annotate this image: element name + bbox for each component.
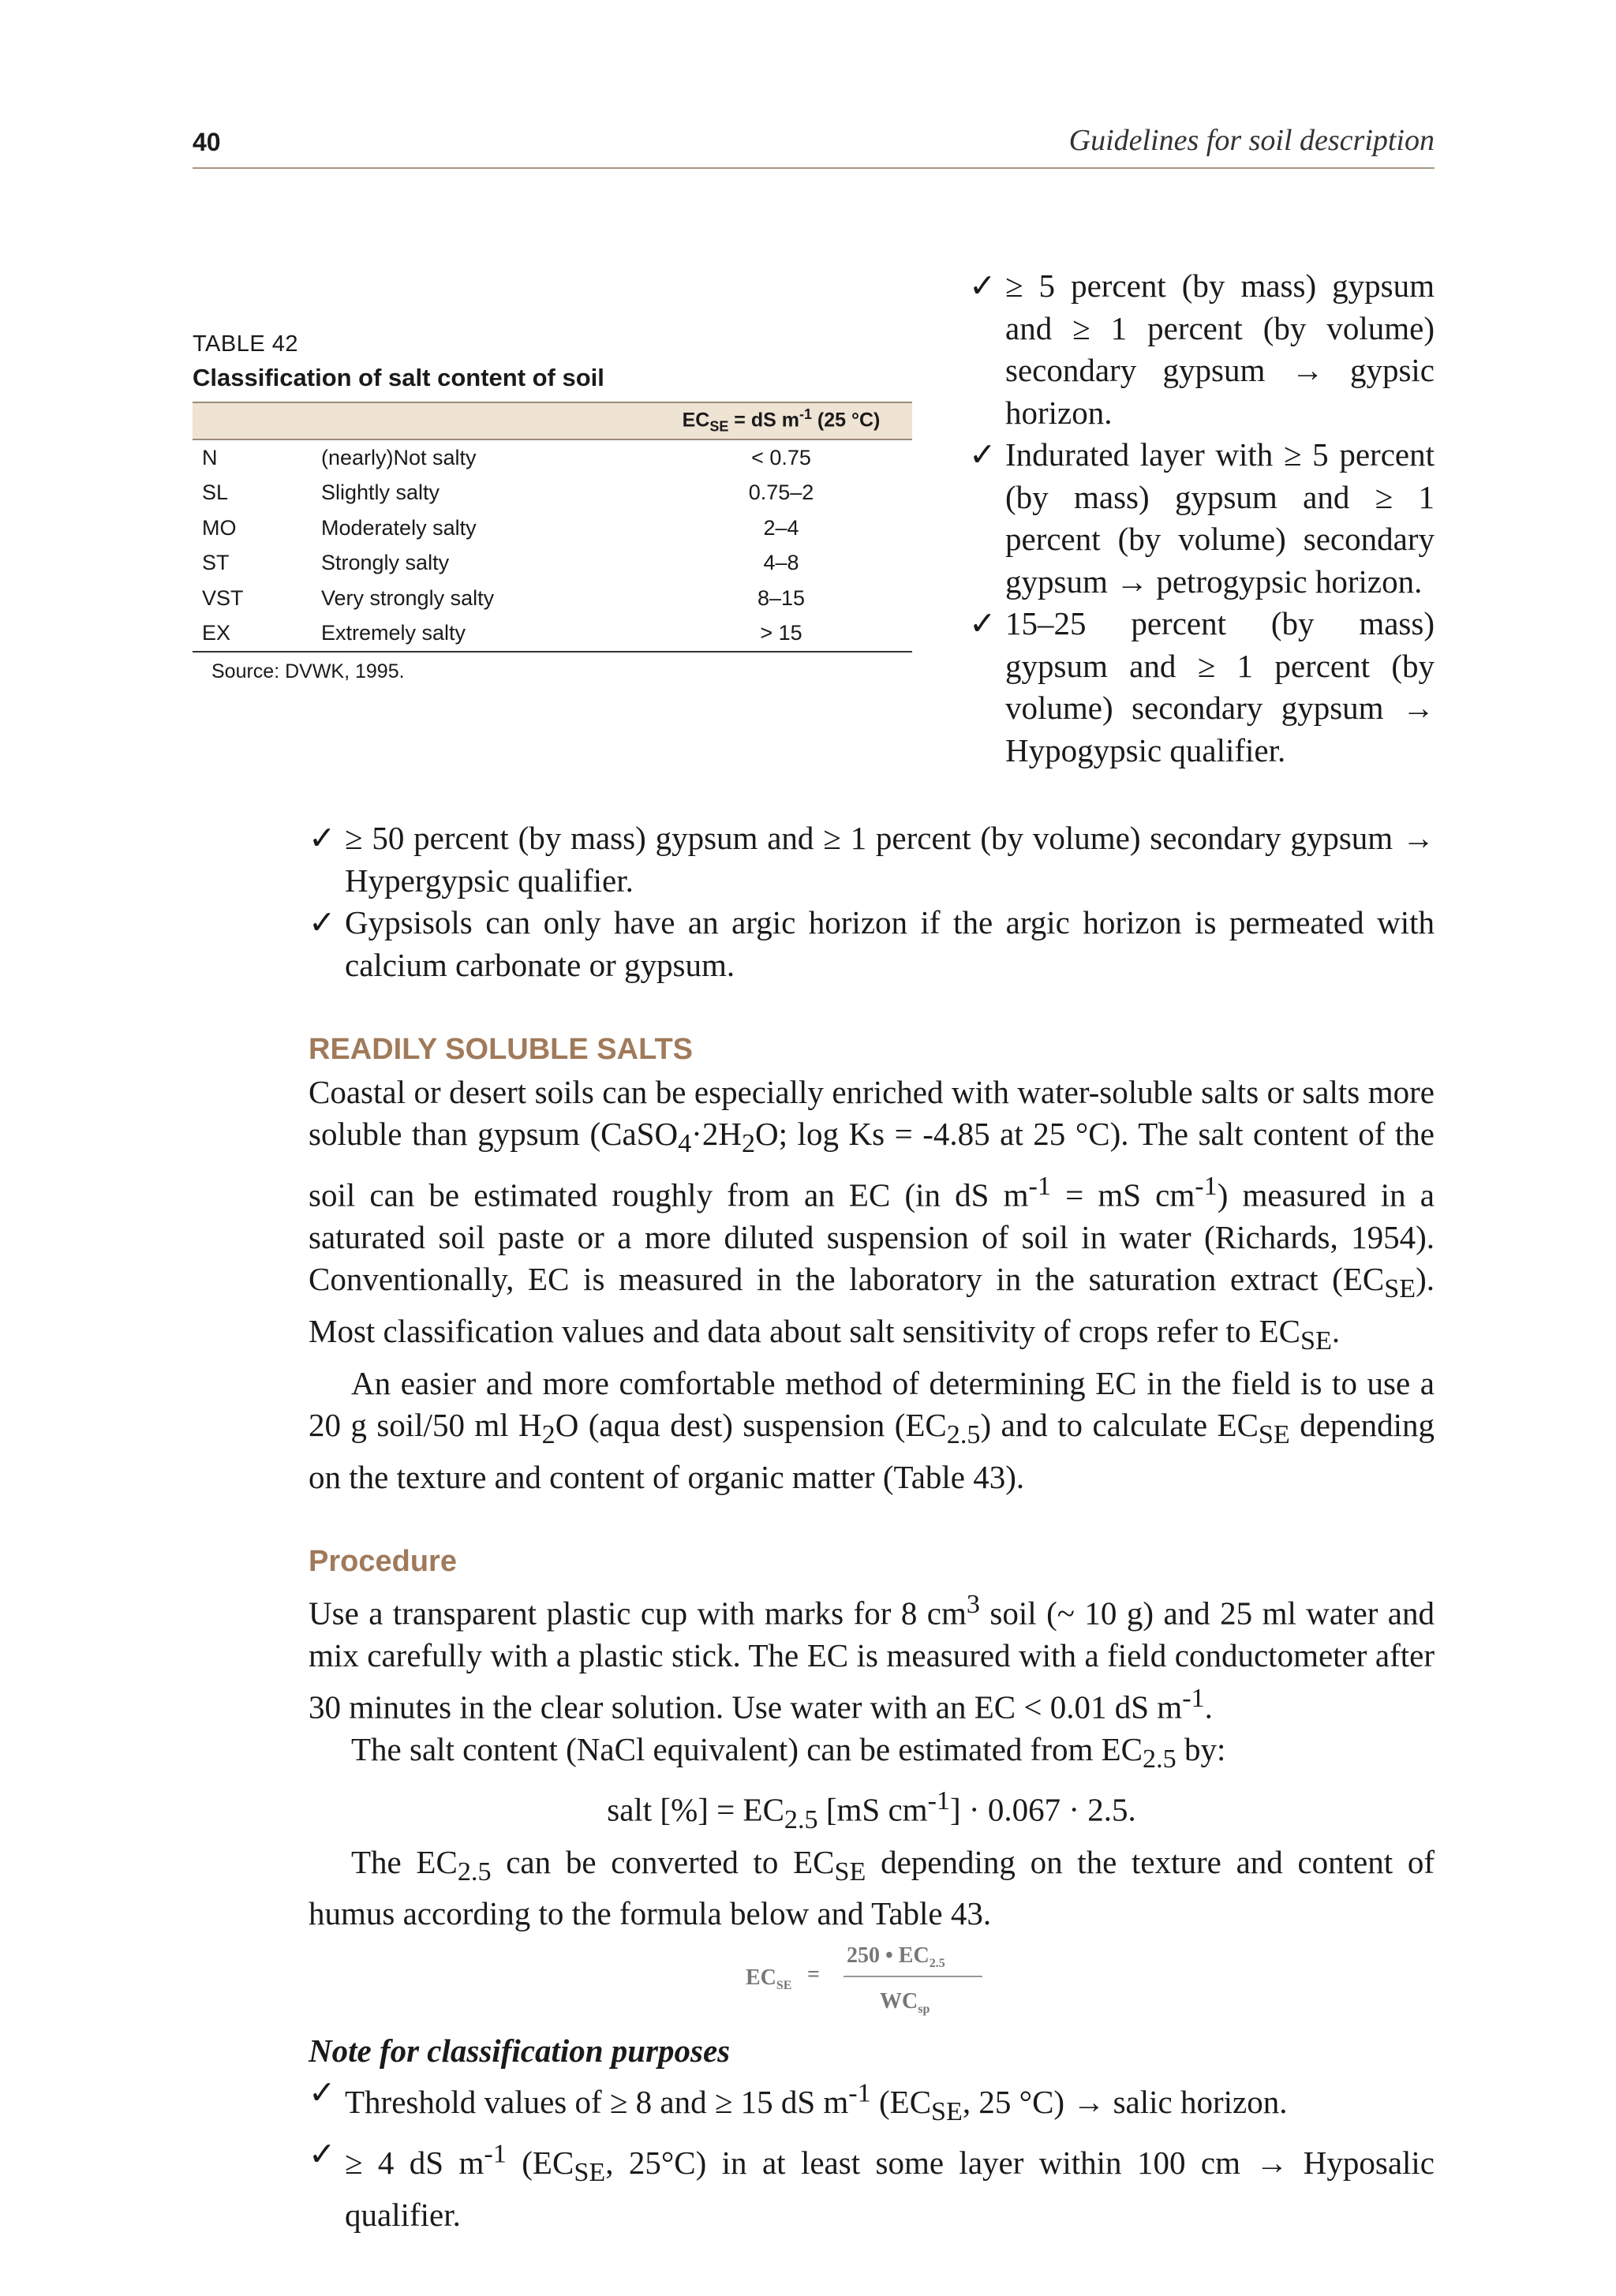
- check-icon: ✓: [969, 267, 997, 304]
- table-cell-range: 4–8: [763, 551, 799, 575]
- table-cell-label: Strongly salty: [321, 551, 450, 575]
- table-header-empty: [193, 402, 321, 439]
- check-icon: ✓: [309, 904, 336, 940]
- check-icon: ✓: [969, 605, 997, 641]
- list-item: [309, 2072, 1435, 2133]
- formula-graphic: [746, 1935, 998, 2022]
- table-cell-label: Extremely salty: [321, 616, 650, 653]
- check-icon: ✓: [969, 436, 997, 473]
- table-cell-range: > 15: [650, 616, 912, 653]
- formula-lhs: $EC_{SE}$: [745, 1965, 791, 1992]
- table-cell-code: ST: [202, 551, 230, 575]
- note-title: Note for classification purposes: [309, 2032, 731, 2069]
- list-item: [969, 265, 1435, 434]
- list-item: [309, 902, 1435, 986]
- table-row: [193, 581, 912, 616]
- formula-denominator: $WC_{sp}$: [879, 1988, 930, 2016]
- paragraph-procedure-2: The salt content (NaCl equivalent) can be estimated from $EC_{2.5}$ by:: [351, 1730, 1226, 1774]
- table-title: Classification of salt content of soil: [193, 364, 604, 391]
- paragraph-soluble-salts-1: Coastal or desert soils can be especially enriched with water-soluble salts or salts more soluble than gypsum ($CaSO_4\cdot 2H_2O$; log Ks = -4.85 at 25 °C). The salt content of the soil can be estimated roughly from an EC (in dS $m^{-1}$ = mS $cm^{-1}$) measured in a saturated soil paste or a more diluted suspension of soil in water (Richards, 1954). Conventionally, EC is measured in the laboratory in the saturation extract $(EC_{SE})$. Most classification values and data about salt sensitivity of crops refer to $EC_{SE}$.: [309, 1073, 1435, 1356]
- ecse-formula-image: [309, 1935, 1435, 2030]
- table-cell-range: 8–15: [757, 585, 806, 610]
- list-item-text: ≥ 5 percent (by mass) gypsum and ≥ 1 percent (by volume) secondary gypsum → gypsic horizon.: [1005, 267, 1435, 431]
- section-heading-procedure: Procedure: [309, 1545, 457, 1579]
- main-text-column: [309, 817, 1435, 2237]
- check-icon: ✓: [309, 820, 336, 856]
- table-source: Source: DVWK, 1995.: [211, 660, 405, 682]
- table-cell-code: EX: [193, 616, 321, 653]
- paragraph-soluble-salts-2: An easier and more comfortable method of determining EC in the field is to use a 20 g soil/50 ml $H_2O$ (aqua dest) suspension $(EC_{2.5})$ and to calculate $EC_{SE}$ depending on the texture and content of organic matter (Table 43).: [309, 1364, 1435, 1495]
- table-header-empty: [321, 402, 650, 439]
- table-row: [193, 476, 912, 511]
- table-row: [193, 616, 912, 653]
- list-item: [969, 434, 1435, 603]
- section-heading-soluble-salts: READILY SOLUBLE SALTS: [309, 1033, 694, 1066]
- list-item: [309, 817, 1435, 902]
- paragraph-procedure-1: Use a transparent plastic cup with marks for 8 $cm^3$ soil (~ 10 g) and 25 ml water and mix carefully with a plastic stick. The EC is measured with a field conductometer after 30 minutes in the clear solution. Use water with an EC < 0.01 dS $m^{-1}$.: [309, 1589, 1435, 1726]
- salt-classification-table: [193, 402, 912, 653]
- check-icon: ✓: [309, 2074, 336, 2111]
- table-cell-label: Moderately salty: [321, 515, 477, 540]
- table-header-row: [193, 402, 912, 439]
- gypsum-list-right-column: [969, 265, 1435, 772]
- table-cell-label: (nearly)Not salty: [321, 445, 477, 469]
- table-cell-range: < 0.75: [751, 445, 811, 469]
- table-cell-code: MO: [202, 515, 237, 540]
- list-item-text: Threshold values of ≥ 8 and ≥ 15 dS $m^{-1}$ ($EC_{SE}$, 25 °C) → salic horizon.: [345, 2078, 1288, 2127]
- formula-equals: =: [806, 1961, 820, 1987]
- page-number: 40: [193, 128, 221, 156]
- table-cell-range: 2–4: [763, 515, 799, 540]
- salt-classification-table-block: [193, 331, 912, 683]
- table-cell-range: 0.75–2: [748, 481, 814, 505]
- table-cell-code: VST: [202, 585, 244, 610]
- table-cell-label: Slightly salty: [321, 481, 440, 505]
- table-cell-code: N: [202, 445, 218, 469]
- table-label: TABLE 42: [193, 331, 299, 357]
- list-item: [969, 603, 1435, 772]
- check-icon: ✓: [309, 2135, 336, 2172]
- formula-numerator: 250 • $EC_{2.5}$: [846, 1943, 945, 1970]
- table-header-ecse: $EC_{SE}$ = dS $m^{-1}$ (25 °C): [650, 402, 912, 439]
- table-row: [193, 439, 912, 476]
- list-item-text: 15–25 percent (by mass) gypsum and ≥ 1 percent (by volume) secondary gypsum → Hypogypsic qualifier.: [1005, 605, 1435, 768]
- list-item-text: ≥ 50 percent (by mass) gypsum and ≥ 1 percent (by volume) secondary gypsum → Hypergypsic qualifier.: [345, 820, 1435, 899]
- list-item-text: ≥ 4 dS $m^{-1}$ ($EC_{SE}$, 25°C) in at least some layer within 100 cm → Hyposalic qualifier.: [345, 2139, 1435, 2234]
- page-header: [193, 118, 1435, 169]
- paragraph-procedure-3: The $EC_{2.5}$ can be converted to $EC_{SE}$ depending on the texture and content of humus according to the formula below and Table 43.: [309, 1843, 1435, 1932]
- list-item-text: Indurated layer with ≥ 5 percent (by mass) gypsum and ≥ 1 percent (by volume) secondary gypsum → petrogypsic horizon.: [1005, 436, 1435, 600]
- table-cell-code: SL: [202, 481, 229, 505]
- table-cell-label: Very strongly salty: [321, 585, 495, 610]
- table-body: [193, 439, 912, 652]
- salt-formula-line: salt [%] = $EC_{2.5}$ [mS $cm^{-1}] \cdot 0.067 \cdot 2.5$.: [607, 1786, 1136, 1835]
- list-item-text: Gypsisols can only have an argic horizon if the argic horizon is permeated with calcium carbonate or gypsum.: [345, 904, 1435, 983]
- list-item: [309, 2133, 1435, 2237]
- table-row: [193, 510, 912, 546]
- table-row: [193, 546, 912, 581]
- running-title: Guidelines for soil description: [1068, 124, 1435, 157]
